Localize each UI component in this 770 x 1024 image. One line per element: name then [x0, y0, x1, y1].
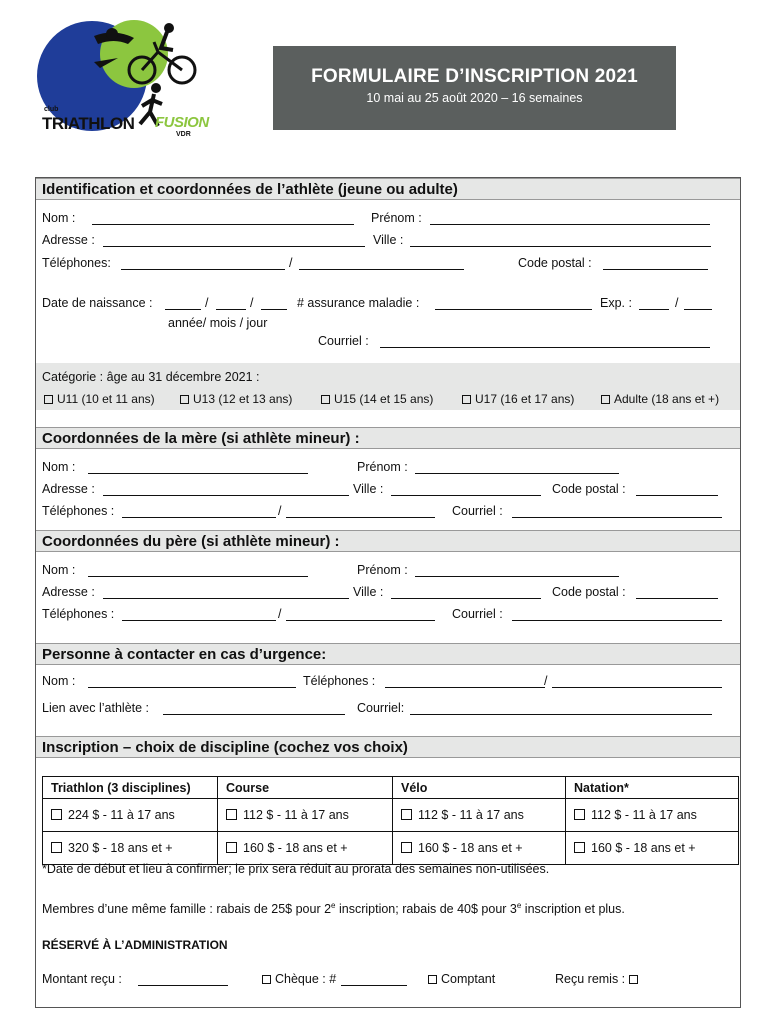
form-subtitle: 10 mai au 25 août 2020 – 16 semaines: [366, 91, 583, 105]
exp-separator: /: [675, 296, 679, 310]
athlete-adresse-field[interactable]: [103, 246, 365, 247]
urgence-courriel-field[interactable]: [410, 714, 712, 715]
athlete-assurance-field[interactable]: [435, 309, 592, 310]
discipline-row-adulte: [43, 832, 739, 865]
admin-heading: RÉSERVÉ À L’ADMINISTRATION: [42, 938, 228, 952]
checkbox-icon[interactable]: [226, 842, 237, 853]
mere-nom-label: Nom :: [42, 460, 76, 474]
checkbox-icon[interactable]: [226, 809, 237, 820]
urgence-telephones-label: Téléphones :: [303, 674, 376, 688]
pere-nom-field[interactable]: [88, 576, 308, 577]
athlete-code-postal-label: Code postal :: [518, 256, 592, 270]
checkbox-icon[interactable]: [401, 842, 412, 853]
athlete-telephones-label: Téléphones:: [42, 256, 111, 270]
athlete-nom-label: Nom :: [42, 211, 76, 225]
pere-prenom-field[interactable]: [415, 576, 619, 577]
pere-phone-separator: /: [278, 607, 282, 621]
comptant-option[interactable]: Comptant: [428, 972, 495, 986]
recu-remis-option[interactable]: Reçu remis :: [555, 972, 642, 986]
checkbox-icon[interactable]: [51, 809, 62, 820]
checkbox-icon[interactable]: [629, 975, 638, 984]
option-natation-adulte[interactable]: 160 $ - 18 ans et +: [566, 832, 739, 865]
section-athlete-heading: Identification et coordonnées de l’athlète (jeune ou adulte): [36, 178, 740, 200]
cheque-option[interactable]: Chèque : #: [262, 972, 336, 986]
option-velo-adulte[interactable]: 160 $ - 18 ans et +: [393, 832, 566, 865]
col-course: Course: [218, 777, 393, 799]
discipline-header-row: [43, 777, 739, 799]
athlete-telephone1-field[interactable]: [121, 269, 285, 270]
col-natation: Natation*: [566, 777, 739, 799]
pere-telephones-label: Téléphones :: [42, 607, 115, 621]
mere-adresse-field[interactable]: [103, 495, 349, 496]
pere-telephone1-field[interactable]: [122, 620, 276, 621]
logo-triathlon-text: TRIATHLON: [42, 114, 135, 133]
athlete-nom-field[interactable]: [92, 224, 354, 225]
pere-adresse-field[interactable]: [103, 598, 349, 599]
discipline-table: [42, 776, 739, 865]
mere-code-postal-field[interactable]: [636, 495, 718, 496]
athlete-courriel-label: Courriel :: [318, 334, 369, 348]
mere-telephone1-field[interactable]: [122, 517, 276, 518]
mere-phone-separator: /: [278, 504, 282, 518]
logo-club-text: club: [44, 106, 59, 113]
section-inscription-heading: Inscription – choix de discipline (cochez vos choix): [36, 736, 740, 758]
date-format-hint: année/ mois / jour: [168, 316, 268, 330]
form-title-box: [273, 46, 676, 130]
athlete-courriel-field[interactable]: [380, 347, 710, 348]
checkbox-icon[interactable]: [180, 395, 189, 404]
mere-courriel-field[interactable]: [512, 517, 722, 518]
section-pere-heading: Coordonnées du père (si athlète mineur) :: [36, 530, 740, 552]
category-u11[interactable]: U11 (10 et 11 ans): [44, 392, 155, 406]
athlete-prenom-label: Prénom :: [371, 211, 422, 225]
mere-prenom-label: Prénom :: [357, 460, 408, 474]
birth-separator-1: /: [205, 296, 209, 310]
option-natation-jeune[interactable]: 112 $ - 11 à 17 ans: [566, 799, 739, 832]
logo-fusion-text: FUSION: [155, 114, 209, 131]
exp-month-field[interactable]: [639, 309, 669, 310]
mere-prenom-field[interactable]: [415, 473, 619, 474]
col-velo: Vélo: [393, 777, 566, 799]
checkbox-icon[interactable]: [401, 809, 412, 820]
mere-nom-field[interactable]: [88, 473, 308, 474]
mere-code-postal-label: Code postal :: [552, 482, 626, 496]
pere-ville-label: Ville :: [353, 585, 384, 599]
athlete-assurance-label: # assurance maladie :: [297, 296, 420, 310]
mere-courriel-label: Courriel :: [452, 504, 503, 518]
option-triathlon-adulte[interactable]: 320 $ - 18 ans et +: [43, 832, 218, 865]
category-u17[interactable]: U17 (16 et 17 ans): [462, 392, 574, 406]
triathlon-logo-graphic: [34, 18, 234, 168]
mere-ville-label: Ville :: [353, 482, 384, 496]
pere-nom-label: Nom :: [42, 563, 76, 577]
natation-note: *Date de début et lieu à confirmer; le prix sera réduit au prorata des semaines non-utilisées.: [42, 862, 550, 876]
option-triathlon-jeune[interactable]: 224 $ - 11 à 17 ans: [43, 799, 218, 832]
urgence-nom-field[interactable]: [88, 687, 296, 688]
exp-year-field[interactable]: [684, 309, 712, 310]
cheque-number-field[interactable]: [341, 985, 407, 986]
athlete-ville-label: Ville :: [373, 233, 404, 247]
urgence-phone-separator: /: [544, 674, 548, 688]
athlete-exp-label: Exp. :: [600, 296, 632, 310]
pere-ville-field[interactable]: [391, 598, 541, 599]
category-u13[interactable]: U13 (12 et 13 ans): [180, 392, 292, 406]
form-title: FORMULAIRE D’INSCRIPTION 2021: [311, 66, 638, 87]
mere-ville-field[interactable]: [391, 495, 541, 496]
checkbox-icon[interactable]: [262, 975, 271, 984]
mere-telephones-label: Téléphones :: [42, 504, 115, 518]
checkbox-icon[interactable]: [51, 842, 62, 853]
urgence-lien-label: Lien avec l’athlète :: [42, 701, 150, 715]
category-label: Catégorie : âge au 31 décembre 2021 :: [42, 370, 260, 384]
urgence-nom-label: Nom :: [42, 674, 76, 688]
section-urgence-heading: Personne à contacter en cas d’urgence:: [36, 643, 740, 665]
checkbox-icon[interactable]: [601, 395, 610, 404]
mere-adresse-label: Adresse :: [42, 482, 95, 496]
urgence-telephone1-field[interactable]: [385, 687, 545, 688]
logo-vdr-text: VDR: [176, 131, 191, 138]
pere-courriel-label: Courriel :: [452, 607, 503, 621]
birth-separator-2: /: [250, 296, 254, 310]
athlete-telephone2-field[interactable]: [299, 269, 464, 270]
birth-day-field[interactable]: [261, 309, 287, 310]
athlete-date-naissance-label: Date de naissance :: [42, 296, 153, 310]
checkbox-icon[interactable]: [44, 395, 53, 404]
option-course-jeune[interactable]: 112 $ - 11 à 17 ans: [218, 799, 393, 832]
pere-code-postal-label: Code postal :: [552, 585, 626, 599]
athlete-phone-separator: /: [289, 256, 293, 270]
category-adulte[interactable]: Adulte (18 ans et +): [601, 392, 719, 406]
pere-telephone2-field[interactable]: [286, 620, 435, 621]
athlete-prenom-field[interactable]: [430, 224, 710, 225]
checkbox-icon[interactable]: [574, 809, 585, 820]
col-triathlon: Triathlon (3 disciplines): [43, 777, 218, 799]
checkbox-icon[interactable]: [574, 842, 585, 853]
urgence-lien-field[interactable]: [163, 714, 345, 715]
pere-prenom-label: Prénom :: [357, 563, 408, 577]
pere-adresse-label: Adresse :: [42, 585, 95, 599]
pere-code-postal-field[interactable]: [636, 598, 718, 599]
pere-courriel-field[interactable]: [512, 620, 722, 621]
urgence-telephone2-field[interactable]: [552, 687, 722, 688]
birth-month-field[interactable]: [216, 309, 246, 310]
section-mere-heading: Coordonnées de la mère (si athlète mineur) :: [36, 427, 740, 449]
birth-year-field[interactable]: [165, 309, 201, 310]
checkbox-icon[interactable]: [462, 395, 471, 404]
option-course-adulte[interactable]: 160 $ - 18 ans et +: [218, 832, 393, 865]
athlete-ville-field[interactable]: [410, 246, 711, 247]
category-u15[interactable]: U15 (14 et 15 ans): [321, 392, 433, 406]
checkbox-icon[interactable]: [321, 395, 330, 404]
montant-recu-field[interactable]: [138, 985, 228, 986]
athlete-code-postal-field[interactable]: [603, 269, 708, 270]
checkbox-icon[interactable]: [428, 975, 437, 984]
family-discount-text: Membres d’une même famille : rabais de 25$ pour 2e inscription; rabais de 40$ pour 3e inscription et plus.: [42, 901, 625, 917]
urgence-courriel-label: Courriel:: [357, 701, 405, 715]
discipline-row-jeune: [43, 799, 739, 832]
montant-recu-label: Montant reçu :: [42, 972, 122, 986]
mere-telephone2-field[interactable]: [286, 517, 435, 518]
athlete-adresse-label: Adresse :: [42, 233, 95, 247]
option-velo-jeune[interactable]: 112 $ - 11 à 17 ans: [393, 799, 566, 832]
